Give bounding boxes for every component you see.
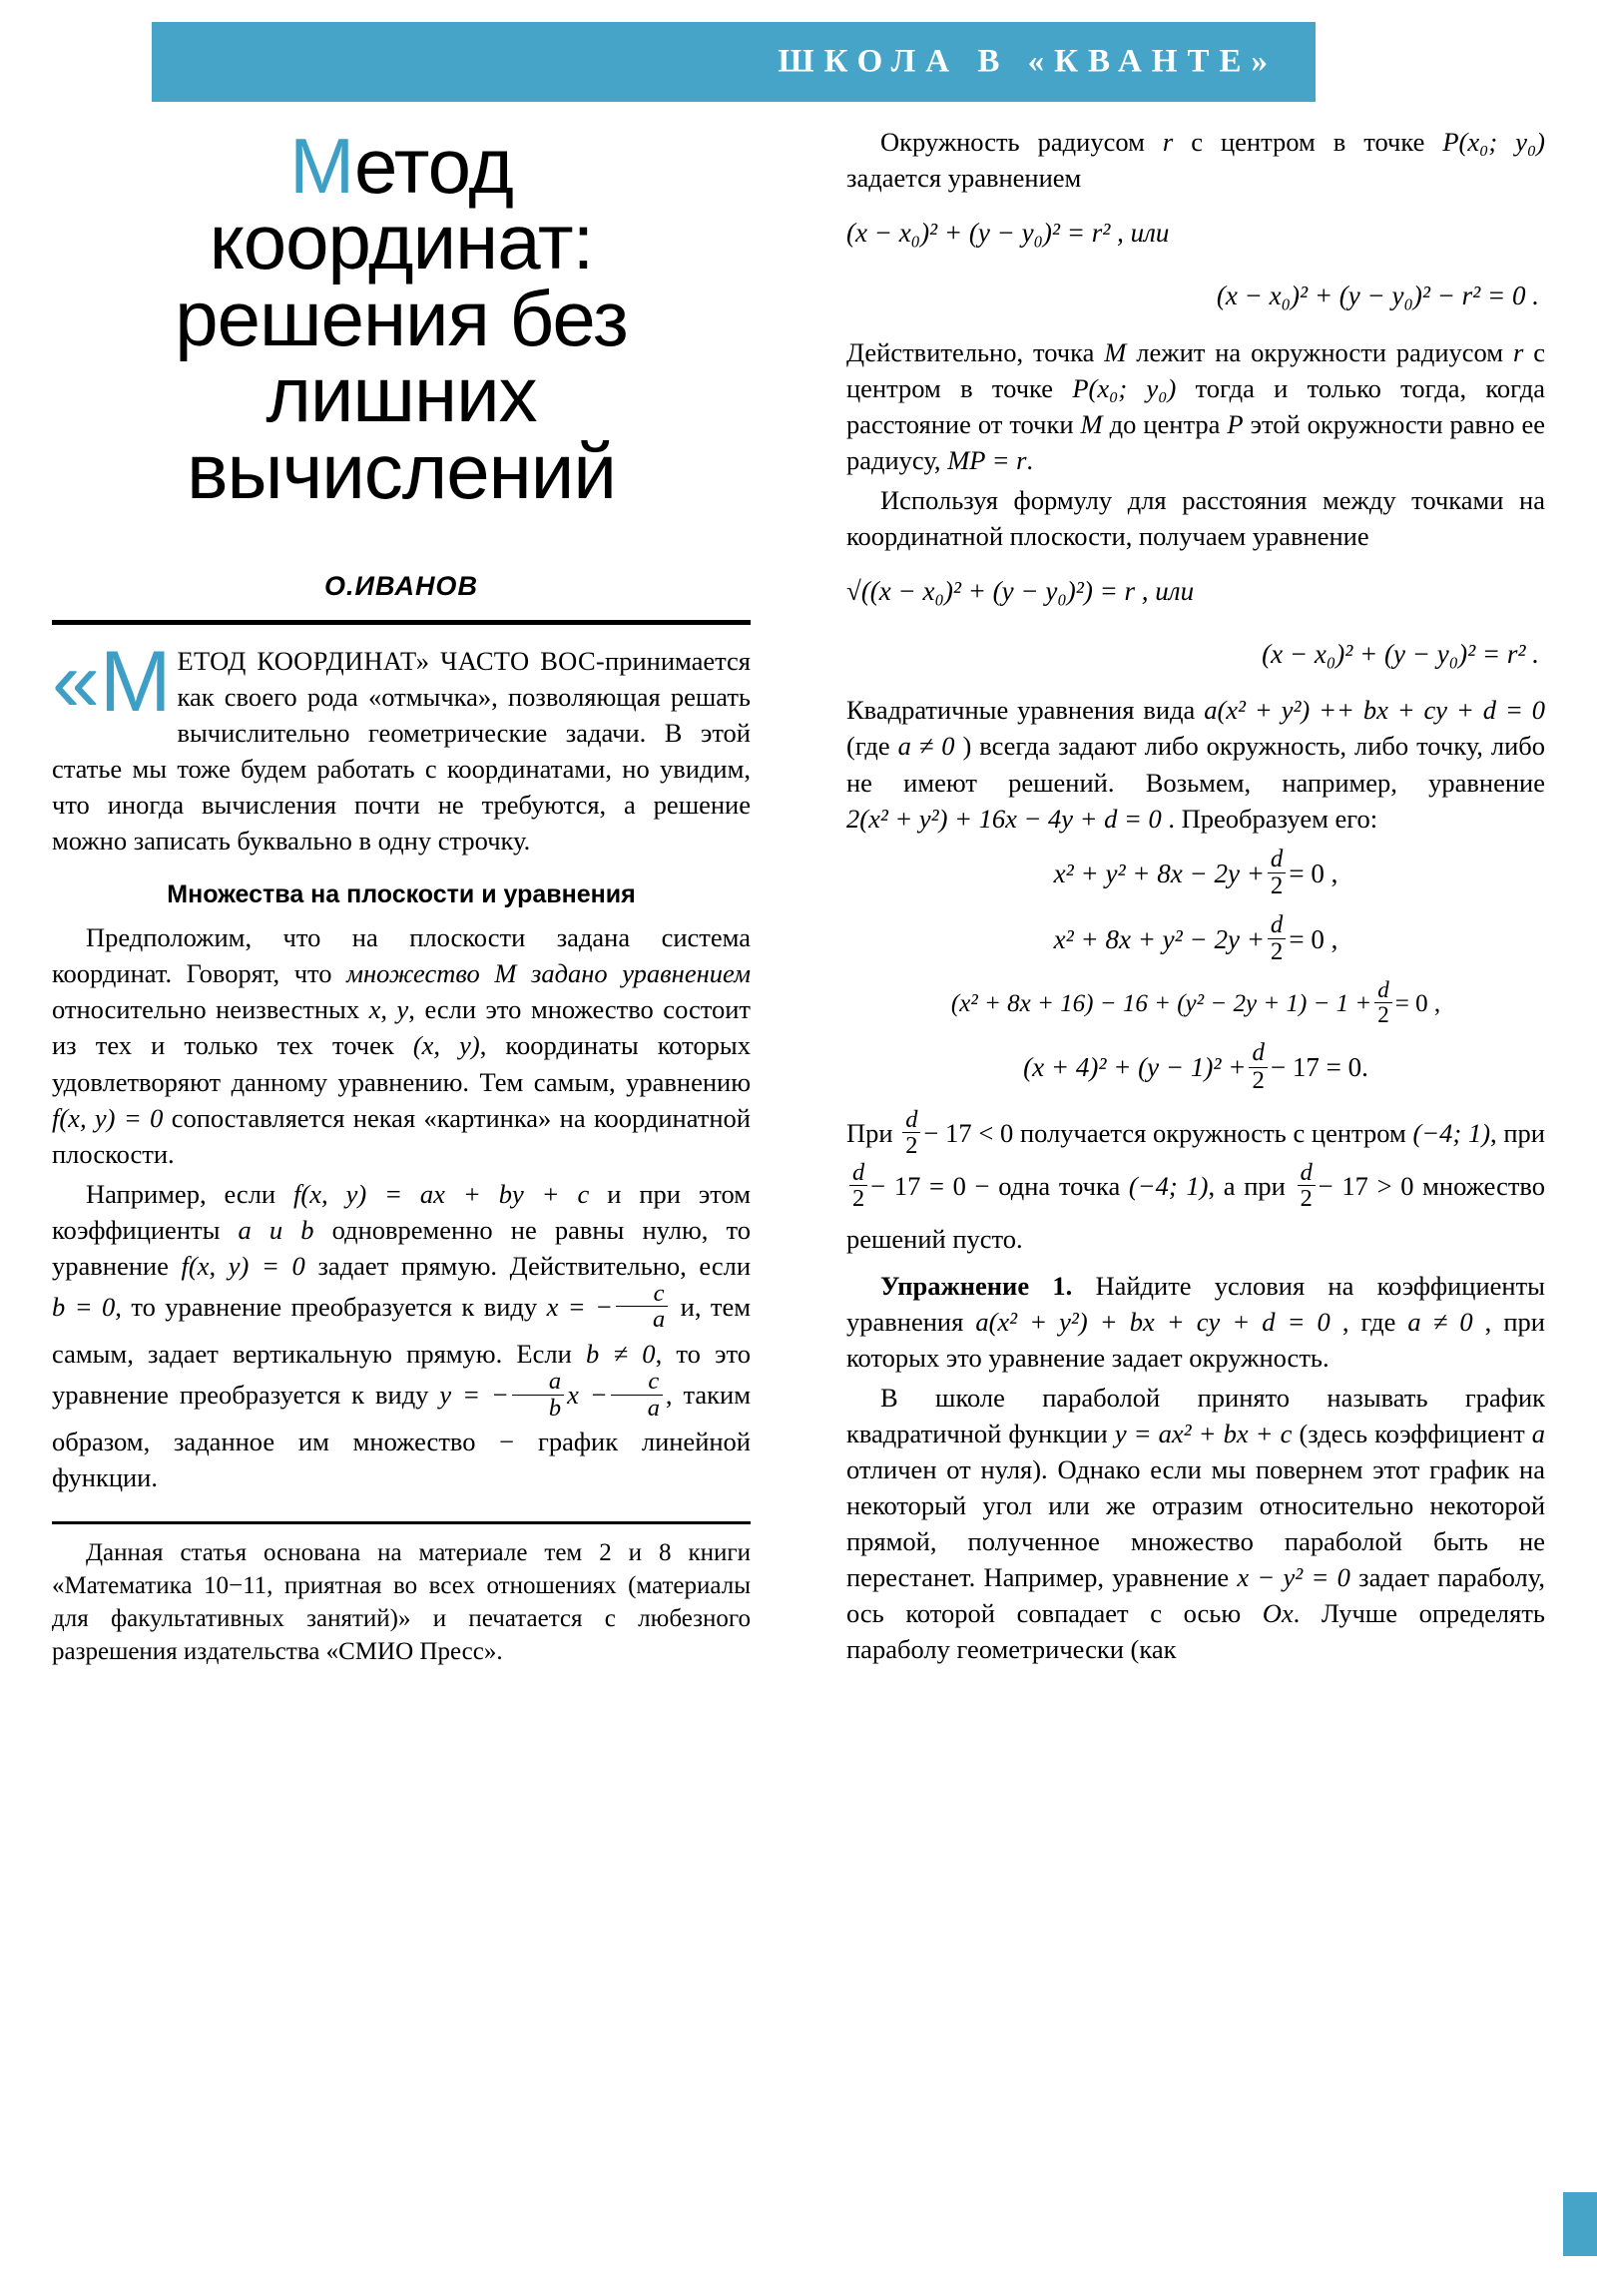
math-inline: a и b bbox=[238, 1214, 314, 1245]
text-run: При bbox=[846, 1117, 900, 1148]
math-inline: f(x, y) = 0 bbox=[181, 1250, 305, 1281]
emphasis-run: множество bbox=[346, 958, 480, 989]
text-run: тогда и только тогда, когда расстояние от точки bbox=[846, 372, 1545, 439]
text-run: сопоставляется некая «картинка» на координатной плоскости. bbox=[52, 1102, 751, 1169]
math-inline: − 17 = 0. bbox=[1270, 1052, 1368, 1083]
fraction-denominator: 2 bbox=[1374, 1002, 1392, 1027]
math-inline: = 0 , bbox=[1289, 858, 1338, 888]
math-inline: (x, y) bbox=[412, 1030, 480, 1061]
fraction-numerator: d bbox=[1252, 1039, 1265, 1067]
text-run: задается уравнением bbox=[846, 163, 1082, 194]
exercise-label: Упражнение 1. bbox=[880, 1270, 1073, 1301]
text-run: задает параболу, ось которой совпадает с осью bbox=[846, 1561, 1545, 1628]
fraction-denominator: a bbox=[611, 1395, 663, 1422]
title-initial: М bbox=[289, 122, 355, 210]
intro-rest: принимается как своего рода «отмычка», позволяющая решать вычислительно геометрические задачи. В этой статье мы тоже будем работать с координатами, но увидим, что иногда вычисления почти не требуются, а решение можно записать буквально в одну строчку. bbox=[52, 646, 751, 857]
equation-circle-2: (x − x₀)² + (y − y₀)² − r² = 0 . bbox=[1216, 281, 1539, 311]
math-inline: y = − bbox=[439, 1380, 509, 1411]
section-heading: Множества на плоскости и уравнения bbox=[167, 880, 636, 909]
text-run: этой окружности равно ее радиусу, bbox=[846, 408, 1545, 475]
text-run: , при которых это уравнение задает окружность. bbox=[846, 1306, 1545, 1373]
math-inline: (x² + 8x + 16) − 16 + (y² − 2y + 1) − 1 + bbox=[950, 990, 1372, 1018]
text-run: до центра bbox=[1102, 408, 1228, 439]
intro-paragraph bbox=[52, 634, 751, 859]
intro-caps: ЕТОД КООРДИНАТ» ЧАСТО ВОС- bbox=[177, 646, 606, 677]
paragraph-quadratic bbox=[846, 692, 1545, 836]
math-inline: b = 0 bbox=[52, 1291, 116, 1322]
fraction-numerator: d bbox=[905, 1105, 918, 1133]
drop-cap: «М bbox=[52, 634, 172, 731]
text-run: лежит на окружности радиусом bbox=[1126, 336, 1513, 367]
text-run: (здесь коэффициент bbox=[1292, 1418, 1532, 1448]
byline-divider bbox=[52, 620, 751, 625]
fraction-denominator: a bbox=[616, 1306, 668, 1333]
equation-transform-4 bbox=[846, 1039, 1545, 1096]
fraction-denominator: 2 bbox=[1249, 1067, 1267, 1094]
text-run: , если это множество состоит из тех и только тех точек bbox=[52, 994, 751, 1061]
paragraph-distance-formula: Используя формулу для расстояния между точками на координатной плоскости, получаем уравнение bbox=[846, 484, 1545, 551]
left-column bbox=[52, 122, 752, 1668]
text-run: Квадратичные уравнения вида bbox=[846, 695, 1205, 726]
math-inline: r bbox=[1513, 336, 1524, 367]
equation-transform-3 bbox=[846, 977, 1545, 1030]
emphasis-run: M задано уравнением bbox=[494, 958, 751, 989]
math-inline: 2(x² + y²) + 16x − 4y + d = 0 bbox=[846, 803, 1162, 834]
math-inline: P(x₀; y₀) bbox=[1442, 127, 1545, 157]
math-inline: f(x, y) = 0 bbox=[52, 1102, 164, 1133]
math-inline: (−4; 1) bbox=[1412, 1117, 1491, 1148]
math-inline: a(x² + y²) + bx + cy + d = 0 bbox=[975, 1306, 1331, 1337]
text-run: − 17 = 0 − одна точка bbox=[870, 1170, 1129, 1201]
math-inline: M bbox=[1104, 336, 1127, 367]
text-run: с центром в точке bbox=[1173, 127, 1443, 157]
fraction-d-over-2 bbox=[1374, 978, 1392, 1027]
math-inline: x, y bbox=[368, 994, 409, 1025]
text-run: . Лучше определять параболу геометрически (как bbox=[846, 1597, 1545, 1664]
paragraph-sets bbox=[52, 919, 751, 1171]
equation-circle-1: (x − x₀)² + (y − y₀)² = r² , или bbox=[846, 218, 1170, 249]
text-run: , где bbox=[1330, 1306, 1408, 1337]
text-run: задает прямую. Действительно, если bbox=[304, 1250, 752, 1281]
text-run: − 17 > 0 множество решений пусто. bbox=[846, 1170, 1546, 1254]
text-run: В школе параболой принято называть график квадратичной функции bbox=[846, 1382, 1545, 1448]
text-run: , то уравнение преобразуется к виду bbox=[115, 1291, 547, 1322]
text-run: отличен от нуля). Однако если мы повернем этот график на некоторый угол или же отразим относительно некоторой прямой, полученное множество параболой быть не перестанет. Например, уравнение bbox=[846, 1453, 1545, 1592]
fraction-d-over-2 bbox=[1298, 1160, 1316, 1212]
text-run: Действительно, точка bbox=[846, 336, 1105, 367]
title-line2: координат: bbox=[209, 198, 594, 287]
title-line5: вычислений bbox=[187, 426, 616, 515]
math-inline: x − y² = 0 bbox=[1237, 1561, 1350, 1592]
math-inline: r bbox=[1162, 127, 1174, 157]
text-run: и при этом коэффициенты bbox=[52, 1178, 751, 1245]
math-inline: x² + 8x + y² − 2y + bbox=[1053, 923, 1265, 954]
text-run: (где bbox=[846, 731, 898, 762]
math-inline: a(x² + y²) + bbox=[1204, 695, 1337, 726]
math-inline: = 0 , bbox=[1289, 923, 1338, 954]
fraction-denominator: b bbox=[512, 1395, 564, 1422]
footnote-text: Данная статья основана на материале тем 2 и 8 книги «Математика 10−11, приятная во всех отношениях (материалы для факультативных занятий)» и печатается с любезного разрешения издательства «СМИО Пресс». bbox=[52, 1539, 751, 1666]
fraction-denominator: 2 bbox=[1268, 872, 1286, 899]
text-run: с центром в точке bbox=[846, 336, 1546, 403]
text-run: , при bbox=[1490, 1117, 1545, 1148]
fraction-d-over-2 bbox=[849, 1160, 867, 1212]
math-inline: f(x, y) = ax + by + c bbox=[293, 1178, 590, 1209]
right-column bbox=[846, 128, 1545, 1671]
footnote-divider bbox=[52, 1521, 751, 1524]
equation-sqrt: √((x − x₀)² + (y − y₀)²) = r , или bbox=[846, 575, 1195, 606]
math-inline: = 0 , bbox=[1394, 990, 1441, 1018]
math-inline: M bbox=[1080, 408, 1103, 439]
math-inline: + bx + cy + d = 0 bbox=[1336, 695, 1545, 726]
fraction-numerator: d bbox=[1377, 977, 1389, 1003]
math-inline: x − bbox=[567, 1380, 608, 1411]
fraction-denominator: 2 bbox=[1298, 1185, 1316, 1212]
header-banner bbox=[152, 22, 1316, 102]
fraction-numerator: a bbox=[548, 1367, 562, 1395]
fraction-numerator: c bbox=[648, 1367, 660, 1395]
math-inline: x² + y² + 8x − 2y + bbox=[1053, 858, 1265, 888]
paragraph-parabola bbox=[846, 1380, 1545, 1667]
paragraph-cases bbox=[846, 1105, 1546, 1264]
math-inline: Ox bbox=[1262, 1597, 1294, 1628]
math-inline: P bbox=[1227, 408, 1244, 439]
math-inline: (x + 4)² + (y − 1)² + bbox=[1023, 1052, 1247, 1083]
fraction-d-over-2 bbox=[1268, 912, 1286, 965]
fraction-a-over-b bbox=[512, 1369, 564, 1421]
math-inline: MP = r bbox=[947, 444, 1027, 475]
math-inline: (−4; 1) bbox=[1128, 1170, 1209, 1201]
text-run: и, тем самым, задает вертикальную прямую. Если bbox=[52, 1291, 751, 1369]
page-title bbox=[52, 122, 751, 515]
text-run: Предположим, что на плоскости задана система координат. Говорят, что bbox=[52, 922, 751, 989]
fraction-c-over-a-2 bbox=[611, 1369, 663, 1421]
text-run: − 17 < 0 получается окружность с центром bbox=[923, 1117, 1413, 1148]
text-run: , то это уравнение преобразуется к виду bbox=[52, 1338, 751, 1411]
math-inline: y = ax² + bx + c bbox=[1114, 1418, 1293, 1448]
text-run: относительно неизвестных bbox=[52, 994, 369, 1025]
fraction-d-over-2 bbox=[902, 1107, 920, 1159]
fraction-c-over-a bbox=[616, 1281, 668, 1333]
equation-transform-2 bbox=[846, 911, 1545, 968]
paragraph-circle-def bbox=[846, 124, 1545, 196]
fraction-d-over-2 bbox=[1268, 847, 1286, 899]
paragraph-linear bbox=[52, 1176, 751, 1496]
math-inline: a ≠ 0 bbox=[897, 731, 955, 762]
text-run: ) всегда задают либо окружность, либо точку, либо не имеют решений. Возьмем, например, уравнение bbox=[846, 731, 1546, 798]
fraction-denominator: 2 bbox=[902, 1132, 920, 1159]
fraction-numerator: c bbox=[653, 1279, 665, 1307]
paragraph-proof bbox=[846, 334, 1545, 478]
math-inline: b ≠ 0 bbox=[586, 1338, 656, 1369]
exercise-1 bbox=[846, 1268, 1545, 1376]
fraction-numerator: d bbox=[852, 1158, 865, 1186]
text-run: . bbox=[1026, 444, 1034, 475]
text-run: одновременно не равны нулю, то уравнение bbox=[52, 1214, 751, 1281]
text-run: , таким образом, заданное им множество − график линейной функции. bbox=[52, 1380, 751, 1493]
title-line3: решения без bbox=[175, 274, 628, 362]
fraction-denominator: 2 bbox=[849, 1185, 867, 1212]
text-run: Например, если bbox=[86, 1178, 294, 1209]
fraction-denominator: 2 bbox=[1268, 938, 1286, 965]
text-run: , а при bbox=[1208, 1170, 1295, 1201]
fraction-numerator: d bbox=[1270, 911, 1284, 939]
equation-transform-1 bbox=[846, 845, 1545, 902]
banner-title: ШКОЛА В «КВАНТЕ» bbox=[778, 43, 1278, 80]
math-inline: x = − bbox=[546, 1291, 613, 1322]
page-corner-tab bbox=[1563, 2192, 1597, 2256]
math-inline: P(x₀; y₀) bbox=[1072, 372, 1177, 403]
fraction-numerator: d bbox=[1300, 1158, 1313, 1186]
text-run: Окружность радиусом bbox=[880, 127, 1163, 157]
fraction-numerator: d bbox=[1270, 845, 1284, 872]
equation-squared: (x − x₀)² + (y − y₀)² = r² . bbox=[1262, 639, 1539, 670]
text-run: , координаты которых удовлетворяют данному уравнению. Тем самым, уравнению bbox=[52, 1030, 751, 1097]
text-run: . Преобразуем его: bbox=[1161, 803, 1378, 834]
text-run: Найдите условия на коэффициенты уравнения bbox=[846, 1270, 1545, 1337]
math-inline: a bbox=[1531, 1418, 1545, 1448]
fraction-d-over-2 bbox=[1249, 1040, 1267, 1093]
math-inline: a ≠ 0 bbox=[1407, 1306, 1473, 1337]
author-byline: О.ИВАНОВ bbox=[324, 571, 478, 602]
title-line4: лишних bbox=[266, 350, 537, 439]
title-line1-rest: етод bbox=[354, 122, 513, 210]
